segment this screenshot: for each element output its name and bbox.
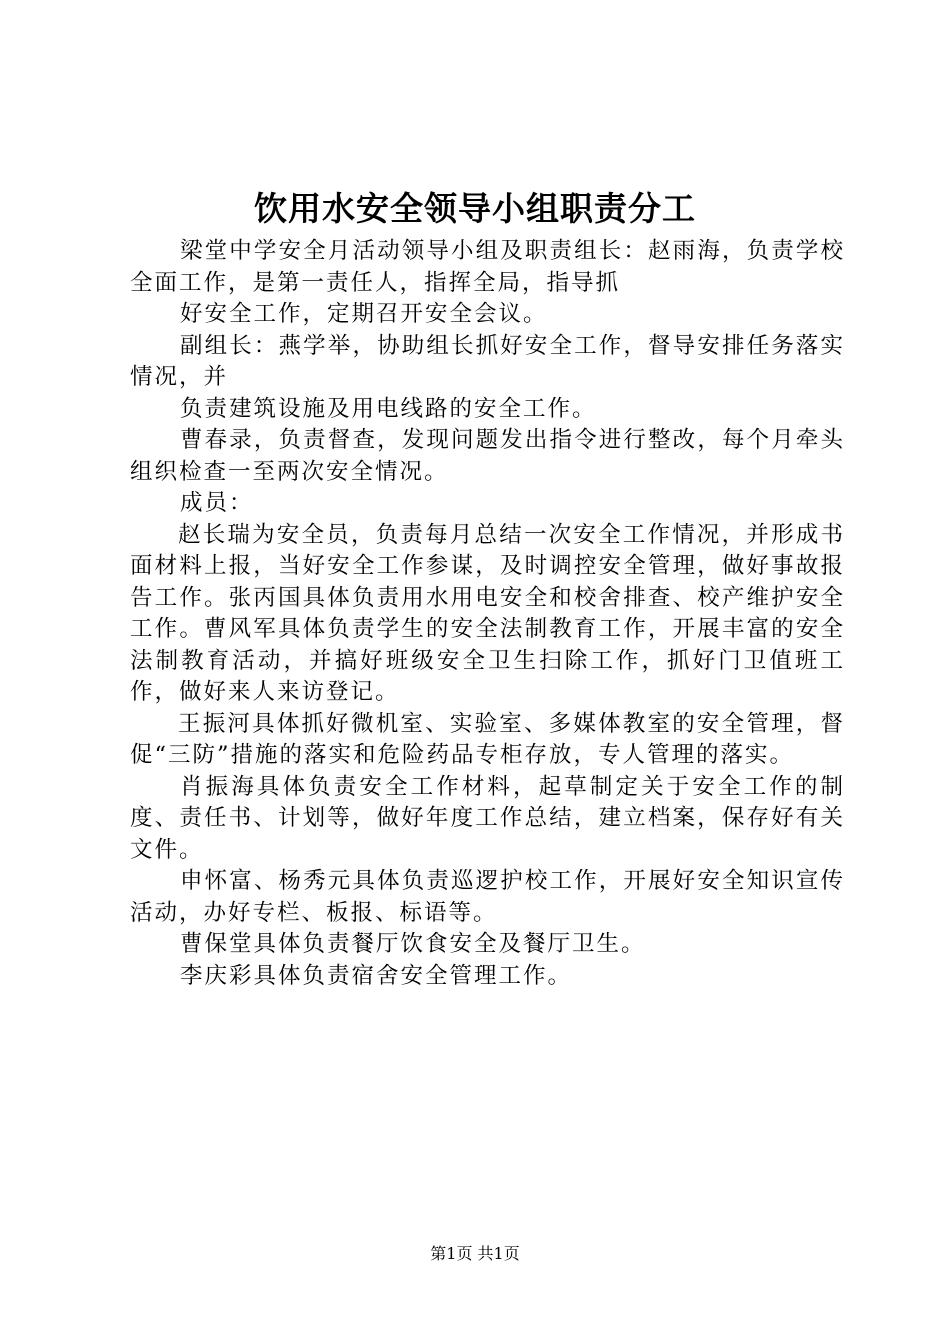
document-title: 饮用水安全领导小组职责分工 <box>254 189 696 228</box>
paragraph-leadership: 梁堂中学安全月活动领导小组及职责组长：赵雨海，负责学校全面工作，是第一责任人，指挥全局，指导抓 <box>130 238 845 296</box>
paragraph-inspector: 曹春录，负责督查，发现问题发出指令进行整改，每个月牵头组织检查一至两次安全情况。 <box>130 427 845 485</box>
paragraph-lab-safety: 王振河具体抓好微机室、实验室、多媒体教室的安全管理，督促“三防”措施的落实和危险药品专柜存放，专人管理的落实。 <box>130 710 845 768</box>
paragraph-canteen: 曹保堂具体负责餐厅饮食安全及餐厅卫生。 <box>180 931 646 957</box>
paragraph-deputy-cont: 负责建筑设施及用电线路的安全工作。 <box>180 395 597 422</box>
document-body <box>130 236 845 992</box>
page-number: 第1页 共1页 <box>430 1244 520 1263</box>
paragraph-deputy: 副组长：燕学举，协助组长抓好安全工作，督导安排任务落实情况，并 <box>130 332 845 390</box>
paragraph-members-label: 成员： <box>180 490 254 516</box>
paragraph-members-duties: 赵长瑞为安全员，负责每月总结一次安全工作情况，并形成书面材料上报，当好安全工作参谋，及时调控安全管理，做好事故报告工作。张丙国具体负责用水用电安全和校舍排查、校产维护安全工作。曹风军具体负责学生的安全法制教育工作，开展丰富的安全法制教育活动，并搞好班级安全卫生扫除工作，抓好门卫值班工作，做好来人来访登记。 <box>130 521 845 705</box>
paragraph-patrol: 申怀富、杨秀元具体负责巡逻护校工作，开展好安全知识宣传活动，办好专栏、板报、标语等。 <box>130 868 845 926</box>
paragraph-dormitory: 李庆彩具体负责宿舍安全管理工作。 <box>180 962 573 989</box>
paragraph-leadership-cont: 好安全工作，定期召开安全会议。 <box>180 301 548 327</box>
paragraph-materials: 肖振海具体负责安全工作材料，起草制定关于安全工作的制度、责任书、计划等，做好年度工作总结，建立档案，保存好有关文件。 <box>130 773 845 863</box>
